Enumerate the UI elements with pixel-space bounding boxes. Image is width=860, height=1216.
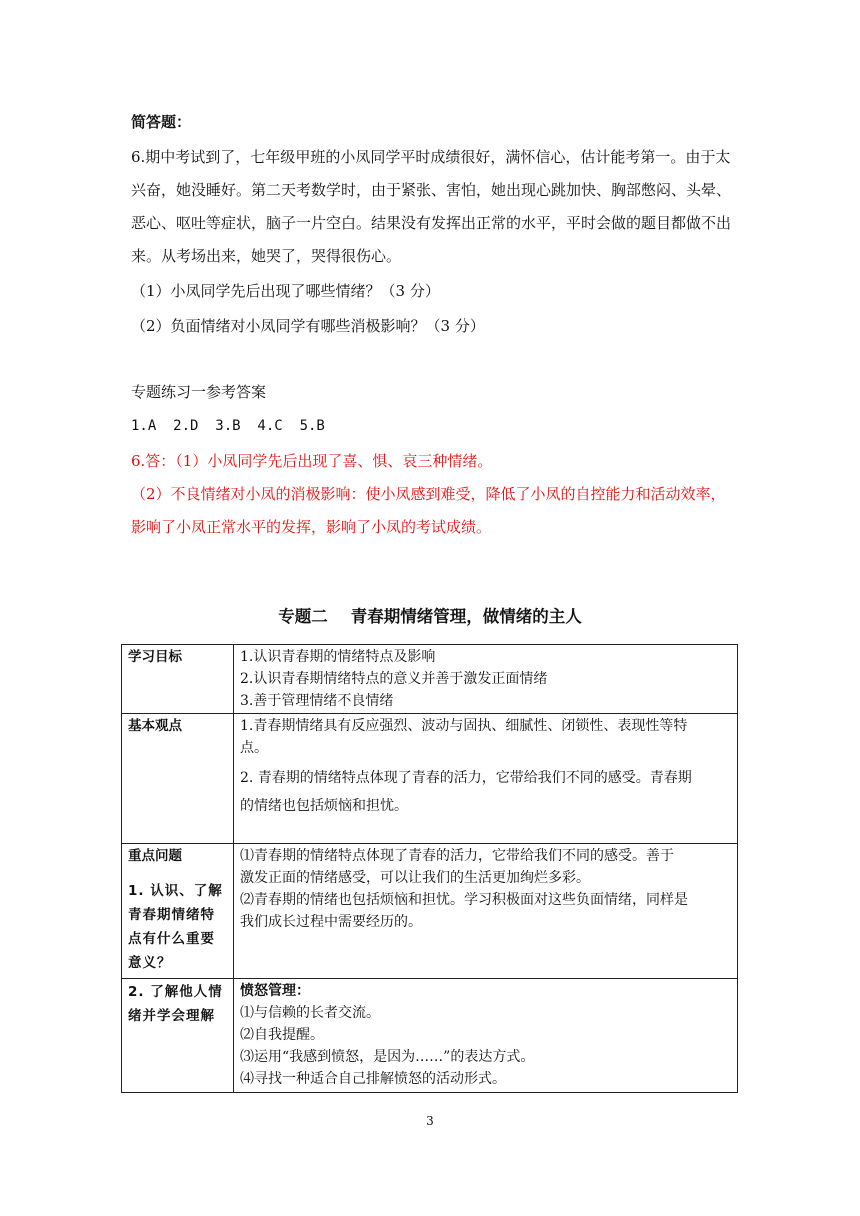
- question-line: 恶心、呕吐等症状，脑子一片空白。结果没有发挥出正常的水平，平时会做的题目都做不出: [131, 214, 732, 232]
- answer-line: 影响了小凤正常水平的发挥，影响了小凤的考试成绩。: [131, 518, 492, 536]
- cell-line: ⑵自我提醒。: [240, 1027, 324, 1043]
- question-line: 兴奋，她没睡好。第二天考数学时，由于紧张、害怕，她出现心跳加快、胸部憋闷、头晕、: [131, 181, 732, 199]
- cell-line: ⑷寻找一种适合自己排解愤怒的活动形式。: [240, 1071, 506, 1087]
- row-head-question: 1. 认识、了解青春期情绪特点有什么重要意义？: [128, 883, 223, 971]
- topic-table: [121, 644, 738, 1093]
- cell-line: 我们成长过程中需要经历的。: [240, 914, 422, 930]
- section-title: 专题二 青春期情绪管理，做情绪的主人: [278, 607, 582, 626]
- cell-line: ⑴与信赖的长者交流。: [240, 1005, 380, 1021]
- cell-line: ⑴青春期的情绪特点体现了青春的活力，它带给我们不同的感受。善于: [240, 848, 674, 864]
- cell-line: 1.认识青春期的情绪特点及影响: [240, 649, 436, 665]
- cell-line: 2. 青春期的情绪特点体现了青春的活力，它带给我们不同的感受。青春期: [240, 770, 692, 786]
- row-head: 学习目标: [122, 645, 234, 714]
- answer-line: 6.答：（1）小凤同学先后出现了喜、惧、哀三种情绪。: [131, 452, 493, 470]
- cell-line: 2.认识青春期情绪特点的意义并善于激发正面情绪: [240, 671, 548, 687]
- sub-question-1: （1）小凤同学先后出现了哪些情绪？（3 分）: [131, 282, 440, 300]
- answers-title: 专题练习一参考答案: [131, 383, 267, 401]
- short-answer-heading: 简答题：: [131, 113, 192, 131]
- cell-line: 1.青春期情绪具有反应强烈、波动与固执、细腻性、闭锁性、表现性等特: [240, 718, 688, 734]
- choice-answers: 1.A 2.D 3.B 4.C 5.B: [131, 418, 325, 434]
- table-row: [122, 645, 738, 714]
- cell-line: 激发正面的情绪感受，可以让我们的生活更加绚烂多彩。: [240, 870, 590, 886]
- cell-line: ⑶运用“我感到愤怒，是因为……”的表达方式。: [240, 1049, 535, 1065]
- row-head: 2. 了解他人情绪并学会理解: [122, 979, 234, 1093]
- question-line: 6.期中考试到了，七年级甲班的小凤同学平时成绩很好，满怀信心，估计能考第一。由于太: [131, 148, 731, 166]
- cell-line: ⑵青春期的情绪也包括烦恼和担忧。学习积极面对这些负面情绪，同样是: [240, 892, 688, 908]
- cell-line: 的情绪也包括烦恼和担忧。: [240, 798, 408, 814]
- row-content: [234, 844, 738, 979]
- row-content: [234, 645, 738, 714]
- row-head: [122, 844, 234, 979]
- row-content: [234, 714, 738, 844]
- cell-line: 点。: [240, 740, 268, 756]
- table-row: [122, 979, 738, 1093]
- question-line: 来。从考场出来，她哭了，哭得很伤心。: [131, 247, 402, 265]
- answer-line: （2）不良情绪对小凤的消极影响：使小凤感到难受，降低了小凤的自控能力和活动效率，: [131, 485, 726, 503]
- cell-line: 3.善于管理情绪不良情绪: [240, 693, 394, 709]
- row-head: 基本观点: [122, 714, 234, 844]
- sub-question-2: （2）负面情绪对小凤同学有哪些消极影响？（3 分）: [131, 317, 485, 335]
- page-number: 3: [426, 1114, 434, 1128]
- table-row: [122, 714, 738, 844]
- table-row: [122, 844, 738, 979]
- row-head-label: 重点问题: [128, 848, 182, 864]
- cell-subheading: 愤怒管理：: [240, 983, 310, 999]
- row-content: [234, 979, 738, 1093]
